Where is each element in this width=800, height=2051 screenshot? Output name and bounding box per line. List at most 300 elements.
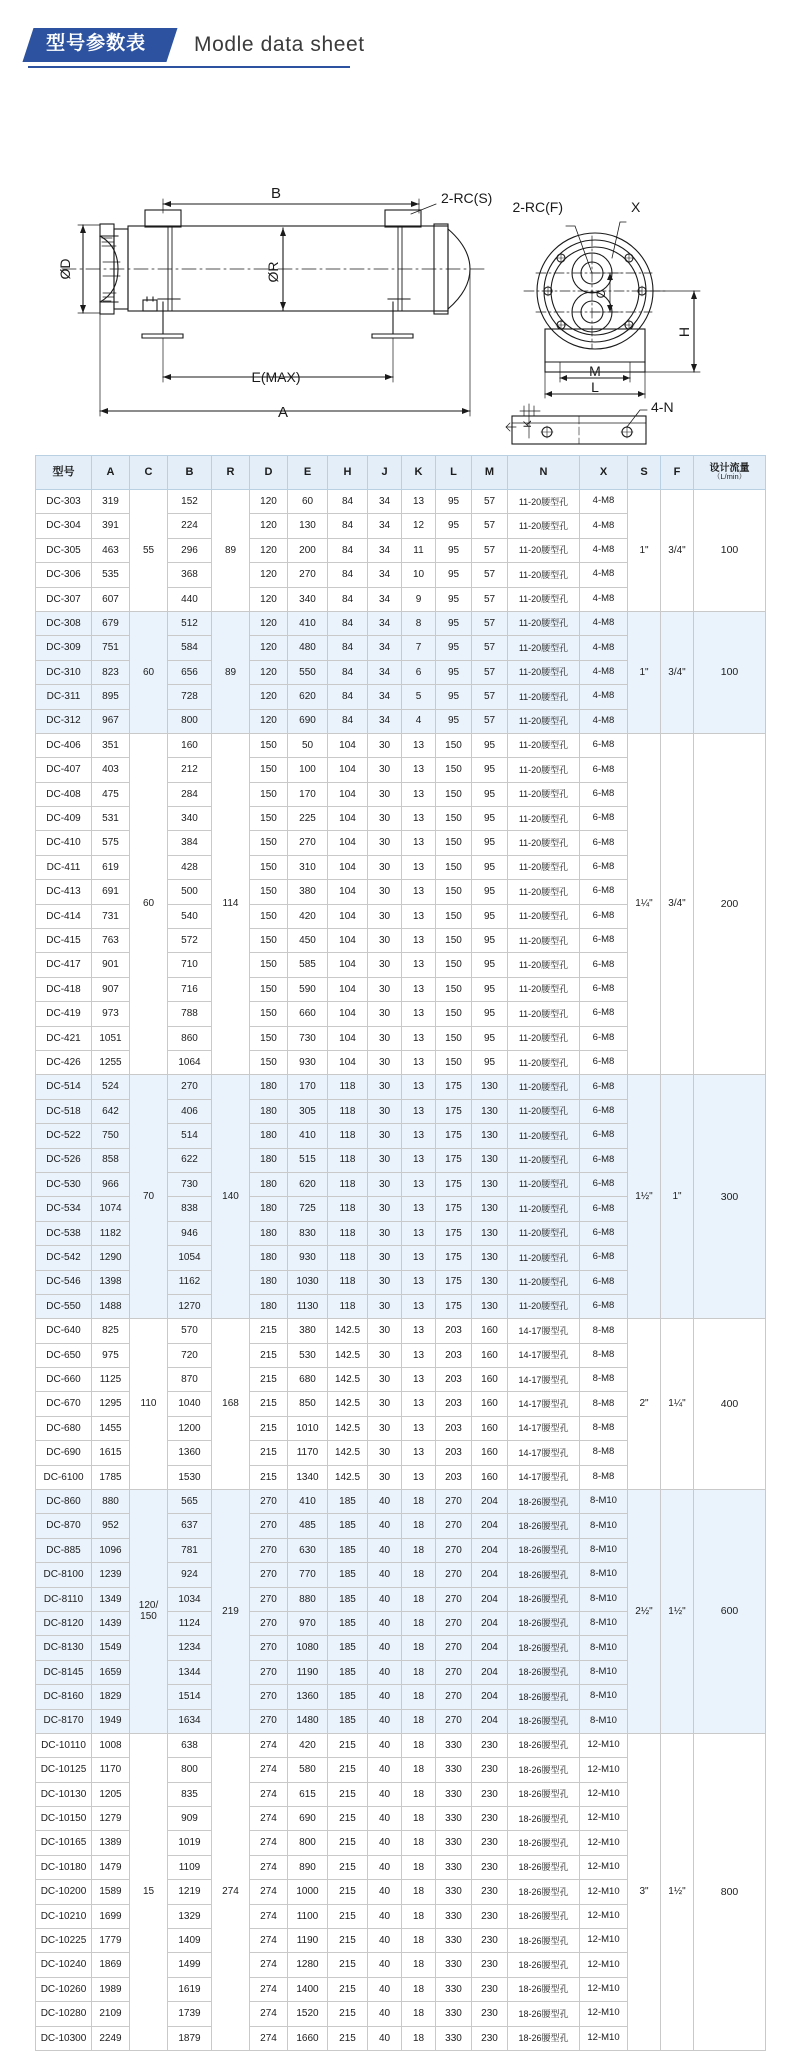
cell-n: 11-20腰型孔 [508, 782, 580, 806]
cell-h: 104 [328, 758, 368, 782]
cell-b: 500 [168, 880, 212, 904]
cell-m: 160 [472, 1392, 508, 1416]
cell-h: 104 [328, 855, 368, 879]
cell-model: DC-660 [36, 1368, 92, 1392]
cell-l: 175 [436, 1294, 472, 1318]
cell-a: 823 [92, 660, 130, 684]
cell-model: DC-690 [36, 1441, 92, 1465]
cell-f-merged: 1½" [661, 1733, 694, 2050]
cell-f-merged: 1¼" [661, 1319, 694, 1490]
cell-x: 8-M10 [580, 1636, 628, 1660]
cell-e: 1130 [288, 1294, 328, 1318]
cell-model: DC-417 [36, 953, 92, 977]
cell-m: 95 [472, 855, 508, 879]
cell-b: 284 [168, 782, 212, 806]
cell-x: 4-M8 [580, 685, 628, 709]
cell-x: 4-M8 [580, 587, 628, 611]
cell-j: 40 [368, 1611, 402, 1635]
cell-x: 4-M8 [580, 660, 628, 684]
table-row [36, 1490, 766, 1514]
cell-d: 215 [250, 1392, 288, 1416]
cell-m: 230 [472, 1733, 508, 1757]
cell-model: DC-8130 [36, 1636, 92, 1660]
cell-n: 18-26腰型孔 [508, 1782, 580, 1806]
cell-k: 13 [402, 929, 436, 953]
cell-b: 1162 [168, 1270, 212, 1294]
table-row [36, 1075, 766, 1099]
cell-b: 428 [168, 855, 212, 879]
cell-n: 11-20腰型孔 [508, 880, 580, 904]
cell-h: 185 [328, 1611, 368, 1635]
cell-h: 215 [328, 1782, 368, 1806]
cell-l: 330 [436, 1831, 472, 1855]
cell-d: 180 [250, 1172, 288, 1196]
cell-e: 410 [288, 1490, 328, 1514]
cell-l: 150 [436, 782, 472, 806]
cell-e: 340 [288, 587, 328, 611]
cell-m: 230 [472, 1758, 508, 1782]
cell-k: 13 [402, 1002, 436, 1026]
cell-m: 95 [472, 733, 508, 757]
cell-j: 30 [368, 977, 402, 1001]
cell-s-merged: 3" [628, 1733, 661, 2050]
cell-k: 18 [402, 1490, 436, 1514]
cell-b: 1270 [168, 1294, 212, 1318]
cell-j: 40 [368, 1587, 402, 1611]
cell-m: 204 [472, 1563, 508, 1587]
cell-n: 11-20腰型孔 [508, 1270, 580, 1294]
cell-k: 4 [402, 709, 436, 733]
cell-n: 14-17腰型孔 [508, 1441, 580, 1465]
cell-d: 150 [250, 782, 288, 806]
cell-d: 150 [250, 929, 288, 953]
cell-m: 130 [472, 1246, 508, 1270]
cell-e: 630 [288, 1538, 328, 1562]
cell-j: 30 [368, 1148, 402, 1172]
cell-s-merged: 1¼" [628, 733, 661, 1074]
cell-j: 30 [368, 1343, 402, 1367]
cell-e: 730 [288, 1026, 328, 1050]
callout-label-x: X [631, 199, 641, 215]
cell-h: 104 [328, 929, 368, 953]
cell-a: 1398 [92, 1270, 130, 1294]
cell-d: 270 [250, 1490, 288, 1514]
cell-d: 150 [250, 831, 288, 855]
cell-a: 750 [92, 1124, 130, 1148]
cell-r-merged: 114 [212, 733, 250, 1074]
cell-n: 11-20腰型孔 [508, 514, 580, 538]
cell-model: DC-542 [36, 1246, 92, 1270]
cell-model: DC-414 [36, 904, 92, 928]
cell-n: 18-26腰型孔 [508, 1563, 580, 1587]
cell-l: 95 [436, 514, 472, 538]
cell-x: 8-M8 [580, 1368, 628, 1392]
cell-a: 966 [92, 1172, 130, 1196]
col-header-c: C [130, 456, 168, 490]
cell-j: 40 [368, 1514, 402, 1538]
cell-a: 1779 [92, 1929, 130, 1953]
cell-h: 142.5 [328, 1416, 368, 1440]
cell-j: 40 [368, 1953, 402, 1977]
cell-h: 84 [328, 611, 368, 635]
cell-l: 175 [436, 1172, 472, 1196]
cell-h: 142.5 [328, 1441, 368, 1465]
cell-l: 150 [436, 855, 472, 879]
cell-h: 215 [328, 1904, 368, 1928]
cell-model: DC-870 [36, 1514, 92, 1538]
cell-s-merged: 2½" [628, 1490, 661, 1734]
cell-n: 18-26腰型孔 [508, 1685, 580, 1709]
cell-j: 40 [368, 1733, 402, 1757]
cell-model: DC-310 [36, 660, 92, 684]
cell-l: 150 [436, 904, 472, 928]
table-row [36, 611, 766, 635]
cell-a: 825 [92, 1319, 130, 1343]
cell-a: 531 [92, 807, 130, 831]
cell-b: 1064 [168, 1050, 212, 1074]
cell-b: 152 [168, 490, 212, 514]
cell-b: 1344 [168, 1660, 212, 1684]
cell-k: 18 [402, 1953, 436, 1977]
table-row [36, 1319, 766, 1343]
cell-model: DC-10240 [36, 1953, 92, 1977]
cell-h: 185 [328, 1709, 368, 1733]
cell-model: DC-308 [36, 611, 92, 635]
cell-l: 330 [436, 1904, 472, 1928]
cell-l: 270 [436, 1587, 472, 1611]
cell-e: 830 [288, 1221, 328, 1245]
cell-b: 800 [168, 709, 212, 733]
cell-e: 1400 [288, 1977, 328, 2001]
cell-model: DC-309 [36, 636, 92, 660]
cell-j: 40 [368, 1929, 402, 1953]
cell-model: DC-538 [36, 1221, 92, 1245]
cell-j: 34 [368, 685, 402, 709]
cell-m: 204 [472, 1685, 508, 1709]
cell-l: 150 [436, 758, 472, 782]
cell-k: 13 [402, 807, 436, 831]
spec-table-body [36, 490, 766, 2051]
cell-h: 142.5 [328, 1343, 368, 1367]
cell-j: 30 [368, 880, 402, 904]
cell-a: 1205 [92, 1782, 130, 1806]
cell-b: 800 [168, 1758, 212, 1782]
cell-j: 34 [368, 490, 402, 514]
cell-n: 18-26腰型孔 [508, 1514, 580, 1538]
cell-n: 14-17腰型孔 [508, 1465, 580, 1489]
cell-x: 8-M10 [580, 1685, 628, 1709]
cell-model: DC-10260 [36, 1977, 92, 2001]
cell-e: 1170 [288, 1441, 328, 1465]
cell-model: DC-10300 [36, 2026, 92, 2050]
cell-j: 40 [368, 2026, 402, 2050]
cell-c-merged: 70 [130, 1075, 168, 1319]
cell-d: 150 [250, 904, 288, 928]
cell-f-merged: 3/4" [661, 611, 694, 733]
cell-j: 30 [368, 1124, 402, 1148]
spec-table [35, 455, 766, 2051]
cell-n: 18-26腰型孔 [508, 1904, 580, 1928]
cell-l: 95 [436, 587, 472, 611]
cell-model: DC-10180 [36, 1855, 92, 1879]
cell-model: DC-6100 [36, 1465, 92, 1489]
cell-x: 12-M10 [580, 2002, 628, 2026]
cell-m: 204 [472, 1611, 508, 1635]
cell-j: 30 [368, 1270, 402, 1294]
cell-d: 270 [250, 1538, 288, 1562]
cell-d: 270 [250, 1587, 288, 1611]
cell-d: 120 [250, 538, 288, 562]
cell-n: 18-26腰型孔 [508, 1953, 580, 1977]
cell-k: 13 [402, 1246, 436, 1270]
cell-l: 330 [436, 1929, 472, 1953]
cell-m: 57 [472, 660, 508, 684]
cell-x: 8-M10 [580, 1538, 628, 1562]
cell-l: 330 [436, 1953, 472, 1977]
cell-h: 118 [328, 1246, 368, 1270]
cell-model: DC-311 [36, 685, 92, 709]
cell-model: DC-304 [36, 514, 92, 538]
cell-j: 30 [368, 1026, 402, 1050]
cell-k: 13 [402, 1221, 436, 1245]
cell-h: 118 [328, 1075, 368, 1099]
cell-h: 84 [328, 685, 368, 709]
cell-n: 18-26腰型孔 [508, 1611, 580, 1635]
cell-model: DC-10200 [36, 1880, 92, 1904]
cell-h: 215 [328, 1733, 368, 1757]
cell-n: 11-20腰型孔 [508, 709, 580, 733]
cell-b: 1499 [168, 1953, 212, 1977]
cell-e: 1340 [288, 1465, 328, 1489]
cell-m: 95 [472, 880, 508, 904]
cell-b: 788 [168, 1002, 212, 1026]
cell-k: 13 [402, 1124, 436, 1148]
cell-n: 11-20腰型孔 [508, 831, 580, 855]
cell-c-merged: 110 [130, 1319, 168, 1490]
cell-k: 5 [402, 685, 436, 709]
spec-table-head [36, 456, 766, 490]
cell-a: 1279 [92, 1807, 130, 1831]
cell-h: 142.5 [328, 1465, 368, 1489]
cell-d: 274 [250, 1782, 288, 1806]
cell-a: 763 [92, 929, 130, 953]
cell-d: 180 [250, 1075, 288, 1099]
cell-n: 11-20腰型孔 [508, 1172, 580, 1196]
cell-h: 104 [328, 1026, 368, 1050]
cell-d: 120 [250, 660, 288, 684]
cell-j: 30 [368, 1075, 402, 1099]
cell-h: 185 [328, 1587, 368, 1611]
cell-b: 838 [168, 1197, 212, 1221]
cell-k: 13 [402, 977, 436, 1001]
col-header-l: L [436, 456, 472, 490]
cell-x: 6-M8 [580, 1002, 628, 1026]
cell-x: 6-M8 [580, 880, 628, 904]
cell-h: 104 [328, 880, 368, 904]
cell-m: 130 [472, 1124, 508, 1148]
cell-j: 40 [368, 1636, 402, 1660]
cell-h: 215 [328, 2002, 368, 2026]
cell-m: 95 [472, 1002, 508, 1026]
cell-h: 118 [328, 1197, 368, 1221]
cell-flow-merged: 100 [694, 611, 766, 733]
cell-x: 8-M8 [580, 1319, 628, 1343]
cell-l: 150 [436, 733, 472, 757]
cell-h: 104 [328, 977, 368, 1001]
cell-h: 84 [328, 660, 368, 684]
cell-n: 11-20腰型孔 [508, 807, 580, 831]
cell-k: 7 [402, 636, 436, 660]
cell-a: 2249 [92, 2026, 130, 2050]
cell-model: DC-10110 [36, 1733, 92, 1757]
cell-l: 175 [436, 1246, 472, 1270]
cell-e: 800 [288, 1831, 328, 1855]
cell-model: DC-514 [36, 1075, 92, 1099]
cell-n: 11-20腰型孔 [508, 1075, 580, 1099]
cell-m: 95 [472, 782, 508, 806]
cell-j: 40 [368, 1855, 402, 1879]
cell-e: 930 [288, 1246, 328, 1270]
cell-d: 150 [250, 1050, 288, 1074]
cell-j: 40 [368, 1660, 402, 1684]
cell-d: 120 [250, 514, 288, 538]
cell-x: 12-M10 [580, 1733, 628, 1757]
cell-h: 84 [328, 709, 368, 733]
cell-k: 13 [402, 831, 436, 855]
cell-k: 6 [402, 660, 436, 684]
cell-b: 637 [168, 1514, 212, 1538]
cell-k: 13 [402, 1197, 436, 1221]
cell-k: 13 [402, 1075, 436, 1099]
cell-m: 160 [472, 1368, 508, 1392]
cell-m: 230 [472, 1904, 508, 1928]
cell-n: 18-26腰型孔 [508, 1880, 580, 1904]
cell-l: 150 [436, 807, 472, 831]
cell-e: 1520 [288, 2002, 328, 2026]
cell-x: 12-M10 [580, 1953, 628, 1977]
cell-model: DC-550 [36, 1294, 92, 1318]
cell-b: 1409 [168, 1929, 212, 1953]
cell-j: 30 [368, 1441, 402, 1465]
cell-k: 18 [402, 1709, 436, 1733]
cell-l: 330 [436, 1758, 472, 1782]
cell-m: 95 [472, 1026, 508, 1050]
cell-m: 95 [472, 758, 508, 782]
cell-l: 330 [436, 1880, 472, 1904]
cell-d: 150 [250, 1026, 288, 1050]
cell-d: 120 [250, 611, 288, 635]
cell-m: 204 [472, 1514, 508, 1538]
cell-x: 12-M10 [580, 2026, 628, 2050]
cell-b: 1124 [168, 1611, 212, 1635]
cell-a: 895 [92, 685, 130, 709]
cell-model: DC-10280 [36, 2002, 92, 2026]
cell-flow-merged: 800 [694, 1733, 766, 2050]
cell-l: 270 [436, 1514, 472, 1538]
cell-l: 95 [436, 563, 472, 587]
cell-j: 40 [368, 1807, 402, 1831]
cell-m: 230 [472, 1880, 508, 1904]
cell-model: DC-530 [36, 1172, 92, 1196]
cell-j: 30 [368, 1099, 402, 1123]
cell-b: 296 [168, 538, 212, 562]
cell-model: DC-307 [36, 587, 92, 611]
cell-h: 104 [328, 733, 368, 757]
cell-x: 6-M8 [580, 855, 628, 879]
cell-b: 514 [168, 1124, 212, 1148]
cell-b: 860 [168, 1026, 212, 1050]
cell-d: 120 [250, 636, 288, 660]
cell-x: 6-M8 [580, 733, 628, 757]
cell-m: 204 [472, 1490, 508, 1514]
cell-e: 1480 [288, 1709, 328, 1733]
cell-n: 11-20腰型孔 [508, 1124, 580, 1148]
cell-k: 13 [402, 1050, 436, 1074]
cell-c-merged: 15 [130, 1733, 168, 2050]
cell-x: 4-M8 [580, 514, 628, 538]
cell-k: 18 [402, 1977, 436, 2001]
cell-l: 95 [436, 611, 472, 635]
cell-b: 160 [168, 733, 212, 757]
cell-b: 212 [168, 758, 212, 782]
cell-j: 30 [368, 1465, 402, 1489]
cell-h: 118 [328, 1270, 368, 1294]
cell-a: 1239 [92, 1563, 130, 1587]
cell-r-merged: 89 [212, 611, 250, 733]
cell-flow-merged: 200 [694, 733, 766, 1074]
cell-x: 6-M8 [580, 831, 628, 855]
cell-model: DC-413 [36, 880, 92, 904]
cell-x: 8-M10 [580, 1709, 628, 1733]
cell-x: 12-M10 [580, 1904, 628, 1928]
cell-j: 40 [368, 1977, 402, 2001]
cell-m: 204 [472, 1709, 508, 1733]
cell-d: 274 [250, 2002, 288, 2026]
cell-model: DC-10150 [36, 1807, 92, 1831]
cell-m: 230 [472, 1831, 508, 1855]
cell-m: 95 [472, 807, 508, 831]
cell-j: 40 [368, 1538, 402, 1562]
cell-h: 104 [328, 807, 368, 831]
cell-m: 57 [472, 709, 508, 733]
cell-a: 1488 [92, 1294, 130, 1318]
cell-a: 973 [92, 1002, 130, 1026]
cell-a: 1008 [92, 1733, 130, 1757]
cell-x: 12-M10 [580, 1855, 628, 1879]
cell-k: 18 [402, 1758, 436, 1782]
cell-b: 909 [168, 1807, 212, 1831]
cell-s-merged: 1½" [628, 1075, 661, 1319]
cell-n: 18-26腰型孔 [508, 1733, 580, 1757]
cell-a: 1549 [92, 1636, 130, 1660]
cell-a: 607 [92, 587, 130, 611]
cell-d: 274 [250, 2026, 288, 2050]
cell-a: 575 [92, 831, 130, 855]
cell-e: 580 [288, 1758, 328, 1782]
cell-h: 84 [328, 514, 368, 538]
cell-n: 11-20腰型孔 [508, 660, 580, 684]
cell-model: DC-10210 [36, 1904, 92, 1928]
cell-l: 175 [436, 1197, 472, 1221]
cell-j: 30 [368, 1416, 402, 1440]
cell-h: 215 [328, 1953, 368, 1977]
cell-k: 18 [402, 1733, 436, 1757]
cell-d: 274 [250, 1733, 288, 1757]
cell-b: 710 [168, 953, 212, 977]
cell-d: 120 [250, 685, 288, 709]
cell-h: 185 [328, 1490, 368, 1514]
cell-h: 215 [328, 1880, 368, 1904]
